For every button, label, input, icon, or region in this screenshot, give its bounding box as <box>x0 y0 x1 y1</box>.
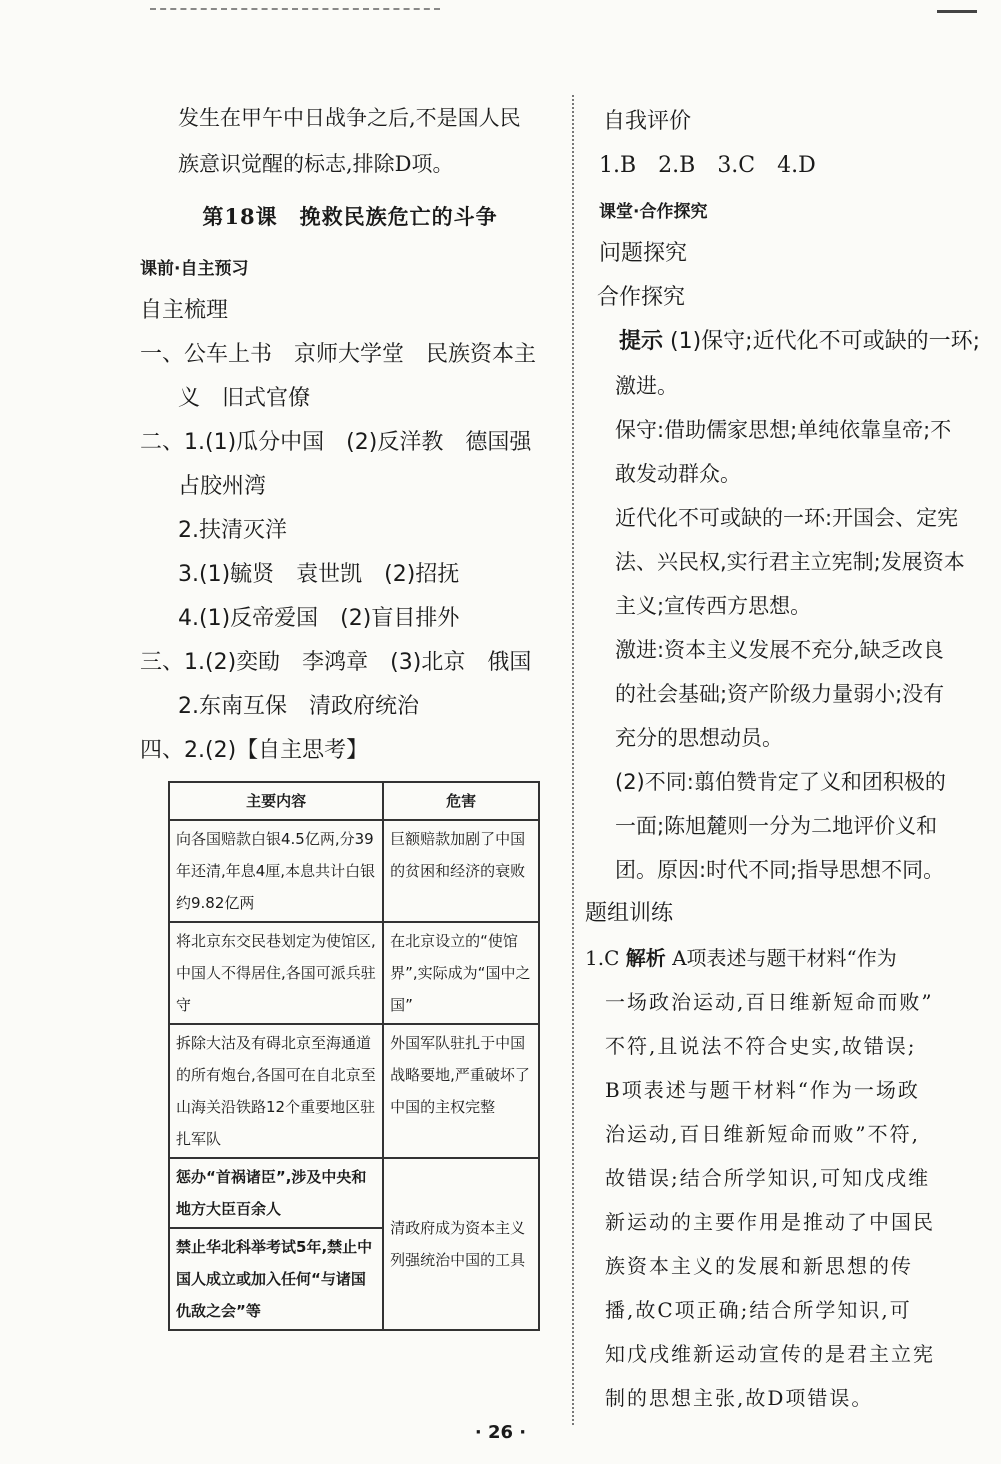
table-cell-content: 将北京东交民巷划定为使馆区,中国人不得居住,各国可派兵驻守 <box>169 922 383 1024</box>
subsection-problem: 问题探究 <box>599 241 688 266</box>
hint-line: (1)保守;近代化不可或缺的一环; <box>670 329 981 354</box>
self-eval-title: 自我评价 <box>603 109 692 134</box>
treaty-harm-table <box>168 781 540 1331</box>
left-column <box>140 95 560 1331</box>
table-row <box>169 820 539 922</box>
answer-item-2-cont: 占胶州湾 <box>178 474 267 499</box>
hint-line: 的社会基础;资产阶级力量弱小;没有 <box>615 682 945 706</box>
table-cell-harm: 巨额赔款加剧了中国的贫困和经济的衰败 <box>383 820 539 922</box>
subsection-self-sort: 自主梳理 <box>140 298 229 323</box>
subsection-coop: 合作探究 <box>597 285 686 310</box>
hint-first-line <box>585 320 995 364</box>
analysis-line: 知戊戌维新运动宣传的是君主立宪 <box>605 1342 935 1366</box>
page-number: · 26 · <box>474 1422 527 1443</box>
table-cell-harm: 在北京设立的“使馆界”,实际成为“国中之国” <box>383 922 539 1024</box>
right-column <box>585 100 995 1420</box>
section-class-heading: 课堂·合作探究 <box>599 202 708 222</box>
answer-item-4: 四、2.(2)【自主思考】 <box>140 738 369 763</box>
answer-item-3: 三、1.(2)奕劻 李鸿章 (3)北京 俄国 <box>140 650 532 675</box>
subsection-group-training: 题组训练 <box>585 901 674 926</box>
table-row <box>169 922 539 1024</box>
lesson-title: 第18课 挽救民族危亡的斗争 <box>202 204 498 229</box>
hint-label: 提示 <box>619 329 664 354</box>
hint-line: 法、兴民权,实行君主立宪制;发展资本 <box>615 550 965 574</box>
top-scan-mark <box>150 8 440 10</box>
table-cell-content: 禁止华北科举考试5年,禁止中国人成立或加入任何“与诸国仇敌之会”等 <box>169 1228 383 1330</box>
hint-line: 保守:借助儒家思想;单纯依靠皇帝;不 <box>615 418 952 442</box>
table-row <box>169 1158 539 1228</box>
analysis-line: 一场政治运动,百日维新短命而败” <box>605 990 934 1014</box>
question-1-first-line <box>585 936 995 980</box>
answer-item-2-3: 3.(1)毓贤 袁世凯 (2)招抚 <box>178 562 460 587</box>
section-preview-heading: 课前·自主预习 <box>140 259 249 279</box>
analysis-line: 族资本主义的发展和新思想的传 <box>605 1254 913 1278</box>
table-header-content: 主要内容 <box>169 782 383 820</box>
hint-line: 充分的思想动员。 <box>615 726 783 750</box>
analysis-line: B项表述与题干材料“作为一场政 <box>605 1078 920 1102</box>
analysis-line: 故错误;结合所学知识,可知戊戌维 <box>605 1166 931 1190</box>
analysis-line: 播,故C项正确;结合所学知识,可 <box>605 1298 912 1322</box>
hint-line: 激进。 <box>615 374 678 398</box>
hint-line: 团。原因:时代不同;指导思想不同。 <box>615 858 945 882</box>
hint-line: 一面;陈旭麓则一分为二地评价义和 <box>615 814 938 838</box>
continuation-line-1: 发生在甲午中日战争之后,不是国人民 <box>178 106 521 130</box>
analysis-line: A项表述与题干材料“作为 <box>672 946 897 970</box>
table-cell-content: 向各国赔款白银4.5亿两,分39年还清,年息4厘,本息共计白银约9.82亿两 <box>169 820 383 922</box>
answer-item-1: 一、公车上书 京师大学堂 民族资本主 <box>140 342 537 367</box>
table-cell-content: 拆除大沽及有碍北京至海通道的所有炮台,各国可在自北京至山海关沿铁路12个重要地区驻扎军队 <box>169 1024 383 1158</box>
table-cell-harm: 外国军队驻扎于中国战略要地,严重破坏了中国的主权完整 <box>383 1024 539 1158</box>
analysis-line: 制的思想主张,故D项错误。 <box>605 1386 874 1410</box>
answer-item-3-2: 2.东南互保 清政府统治 <box>178 694 419 719</box>
hint-line: 激进:资本主义发展不充分,缺乏改良 <box>615 638 944 662</box>
table-cell-harm: 清政府成为资本主义列强统治中国的工具 <box>383 1158 539 1330</box>
question-1-number: 1.C <box>585 946 620 970</box>
answer-item-2: 二、1.(1)瓜分中国 (2)反洋教 德国强 <box>140 430 532 455</box>
answer-item-2-4: 4.(1)反帝爱国 (2)盲目排外 <box>178 606 460 631</box>
column-divider <box>572 95 574 1425</box>
table-cell-content: 惩办“首祸诸臣”,涉及中央和地方大臣百余人 <box>169 1158 383 1228</box>
table-header-row <box>169 782 539 820</box>
table-row <box>169 1024 539 1158</box>
table-header-harm: 危害 <box>383 782 539 820</box>
continuation-line-2: 族意识觉醒的标志,排除D项。 <box>178 152 454 176</box>
answer-item-2-2: 2.扶清灭洋 <box>178 518 287 543</box>
hint-line: 敢发动群众。 <box>615 462 741 486</box>
hint-line: (2)不同:翦伯赞肯定了义和团积极的 <box>615 770 946 794</box>
hint-line: 主义;宣传西方思想。 <box>615 594 812 618</box>
self-eval-answers: 1.B 2.B 3.C 4.D <box>599 153 816 178</box>
analysis-line: 新运动的主要作用是推动了中国民 <box>605 1210 935 1234</box>
answer-item-1-cont: 义 旧式官僚 <box>178 386 311 411</box>
analysis-label: 解析 <box>625 946 666 970</box>
analysis-line: 不符,且说法不符合史实,故错误; <box>605 1034 917 1058</box>
analysis-line: 治运动,百日维新短命而败”不符, <box>605 1122 920 1146</box>
corner-scan-mark <box>937 10 977 13</box>
hint-line: 近代化不可或缺的一环:开国会、定宪 <box>615 506 959 530</box>
